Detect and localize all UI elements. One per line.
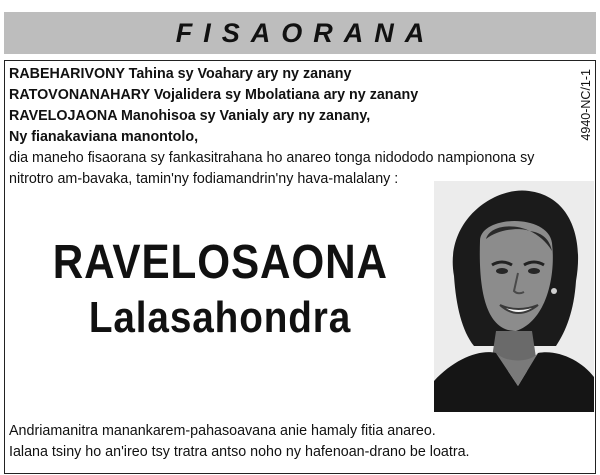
family-line-3: RAVELOJAONA Manohisoa sy Vanialy ary ny zanany, <box>9 108 371 124</box>
thanks-line-1: dia maneho fisaorana sy fankasitrahana ho anareo tonga nidododo nampionona sy <box>9 150 535 166</box>
thanks-line-2: nitrotro am-bavaka, tamin'ny fodiamandrin'ny hava-malalany : <box>9 171 399 187</box>
closing-line-1: Andriamanitra manankarem-pahasoavana anie hamaly fitia anareo. <box>9 423 436 439</box>
portrait-illustration <box>434 181 594 412</box>
family-line-1: RABEHARIVONY Tahina sy Voahary ary ny zanany <box>9 66 352 82</box>
closing-line-2: Ialana tsiny ho an'ireo tsy tratra antso noho ny hafenoan-drano be loatra. <box>9 444 470 460</box>
family-line-4: Ny fianakaviana manontolo, <box>9 129 199 145</box>
closing-text <box>9 421 595 463</box>
reference-code-text: 4940-NC/1-1 <box>579 69 593 141</box>
deceased-surname: RAVELOSAONA <box>52 236 388 289</box>
family-list <box>9 64 565 148</box>
deceased-name <box>30 234 410 344</box>
deceased-first-name: Lalasahondra <box>88 293 352 342</box>
family-line-2: RATOVONANAHARY Vojalidera sy Mbolatiana ary ny zanany <box>9 87 419 103</box>
page-title: FISAORANA <box>175 17 436 48</box>
portrait-photo <box>434 181 594 412</box>
header-banner <box>4 12 596 54</box>
reference-code <box>577 62 595 148</box>
